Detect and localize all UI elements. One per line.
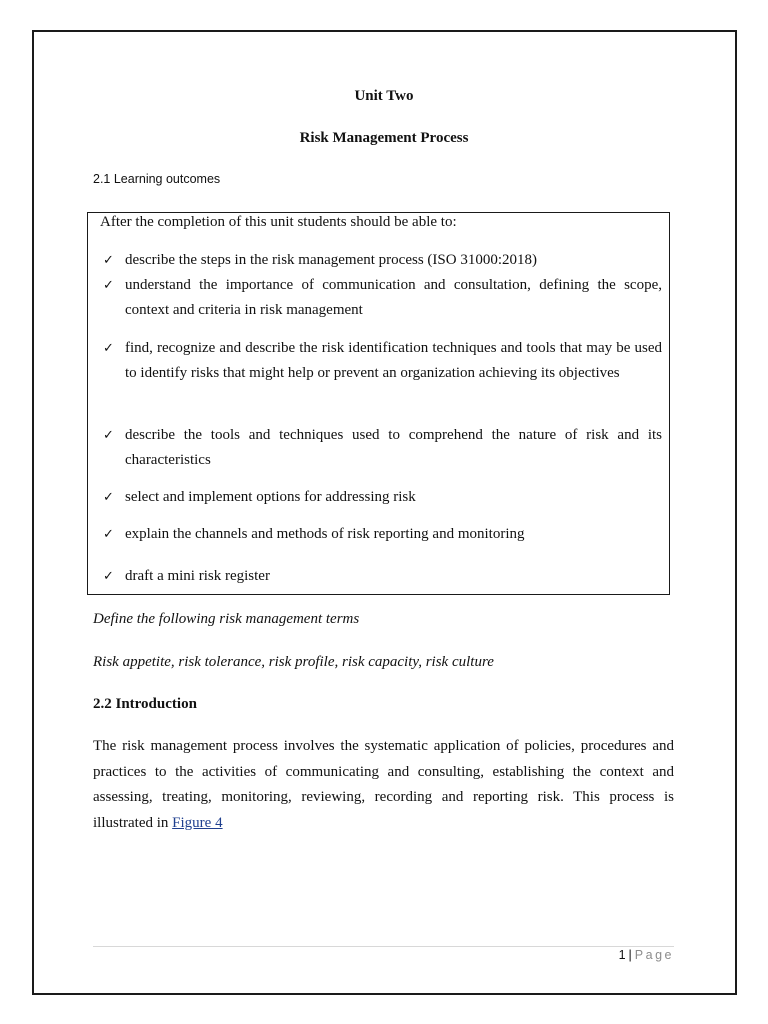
footer-separator: | (628, 948, 632, 962)
outcomes-intro: After the completion of this unit students should be able to: (100, 214, 457, 230)
list-item-text: understand the importance of communication and consultation, defining the scope, context and criteria in risk management (125, 277, 662, 318)
section-heading-introduction: 2.2 Introduction (93, 696, 197, 712)
list-item-text: explain the channels and methods of risk reporting and monitoring (125, 526, 525, 542)
unit-title: Unit Two (354, 88, 414, 104)
define-prompt: Define the following risk management terms (93, 611, 360, 627)
list-item-text: describe the tools and techniques used to comprehend the nature of risk and its characteristics (125, 427, 662, 468)
figure-4-link[interactable]: Figure 4 (172, 814, 223, 831)
page-number: 1 (618, 948, 626, 962)
list-item (103, 564, 662, 589)
section-heading-learning-outcomes: 2.1 Learning outcomes (93, 172, 221, 186)
page-label: Page (634, 948, 674, 962)
list-item (103, 273, 662, 323)
checkmark-icon: ✓ (103, 278, 114, 293)
list-item (103, 485, 662, 510)
list-item-text: draft a mini risk register (125, 568, 270, 584)
list-item (103, 336, 662, 386)
page-footer (619, 948, 674, 962)
process-title: Risk Management Process (299, 130, 469, 146)
footer-rule (93, 946, 674, 947)
list-item (103, 522, 662, 547)
list-item-text: select and implement options for addressing risk (125, 489, 416, 505)
list-item (103, 423, 662, 473)
checkmark-icon: ✓ (103, 569, 114, 584)
intro-paragraph (93, 734, 674, 836)
terms-list: Risk appetite, risk tolerance, risk profile, risk capacity, risk culture (93, 654, 494, 670)
checkmark-icon: ✓ (103, 527, 114, 542)
checkmark-icon: ✓ (103, 490, 114, 505)
checkmark-icon: ✓ (103, 428, 114, 443)
list-item (103, 248, 662, 273)
checkmark-icon: ✓ (103, 253, 114, 268)
learning-outcomes-box (87, 212, 670, 595)
intro-paragraph-text: The risk management process involves the systematic application of policies, procedures and practices to the activities of communicating and consulting, establishing the context and assessing, treating, monitoring, reviewing, recording and reporting risk. This process is illustrated in (93, 738, 674, 831)
list-item-text: describe the steps in the risk management process (ISO 31000:2018) (125, 252, 537, 268)
list-item-text: find, recognize and describe the risk identification techniques and tools that may be used to identify risks that might help or prevent an organization achieving its objectives (125, 340, 662, 381)
checkmark-icon: ✓ (103, 341, 114, 356)
